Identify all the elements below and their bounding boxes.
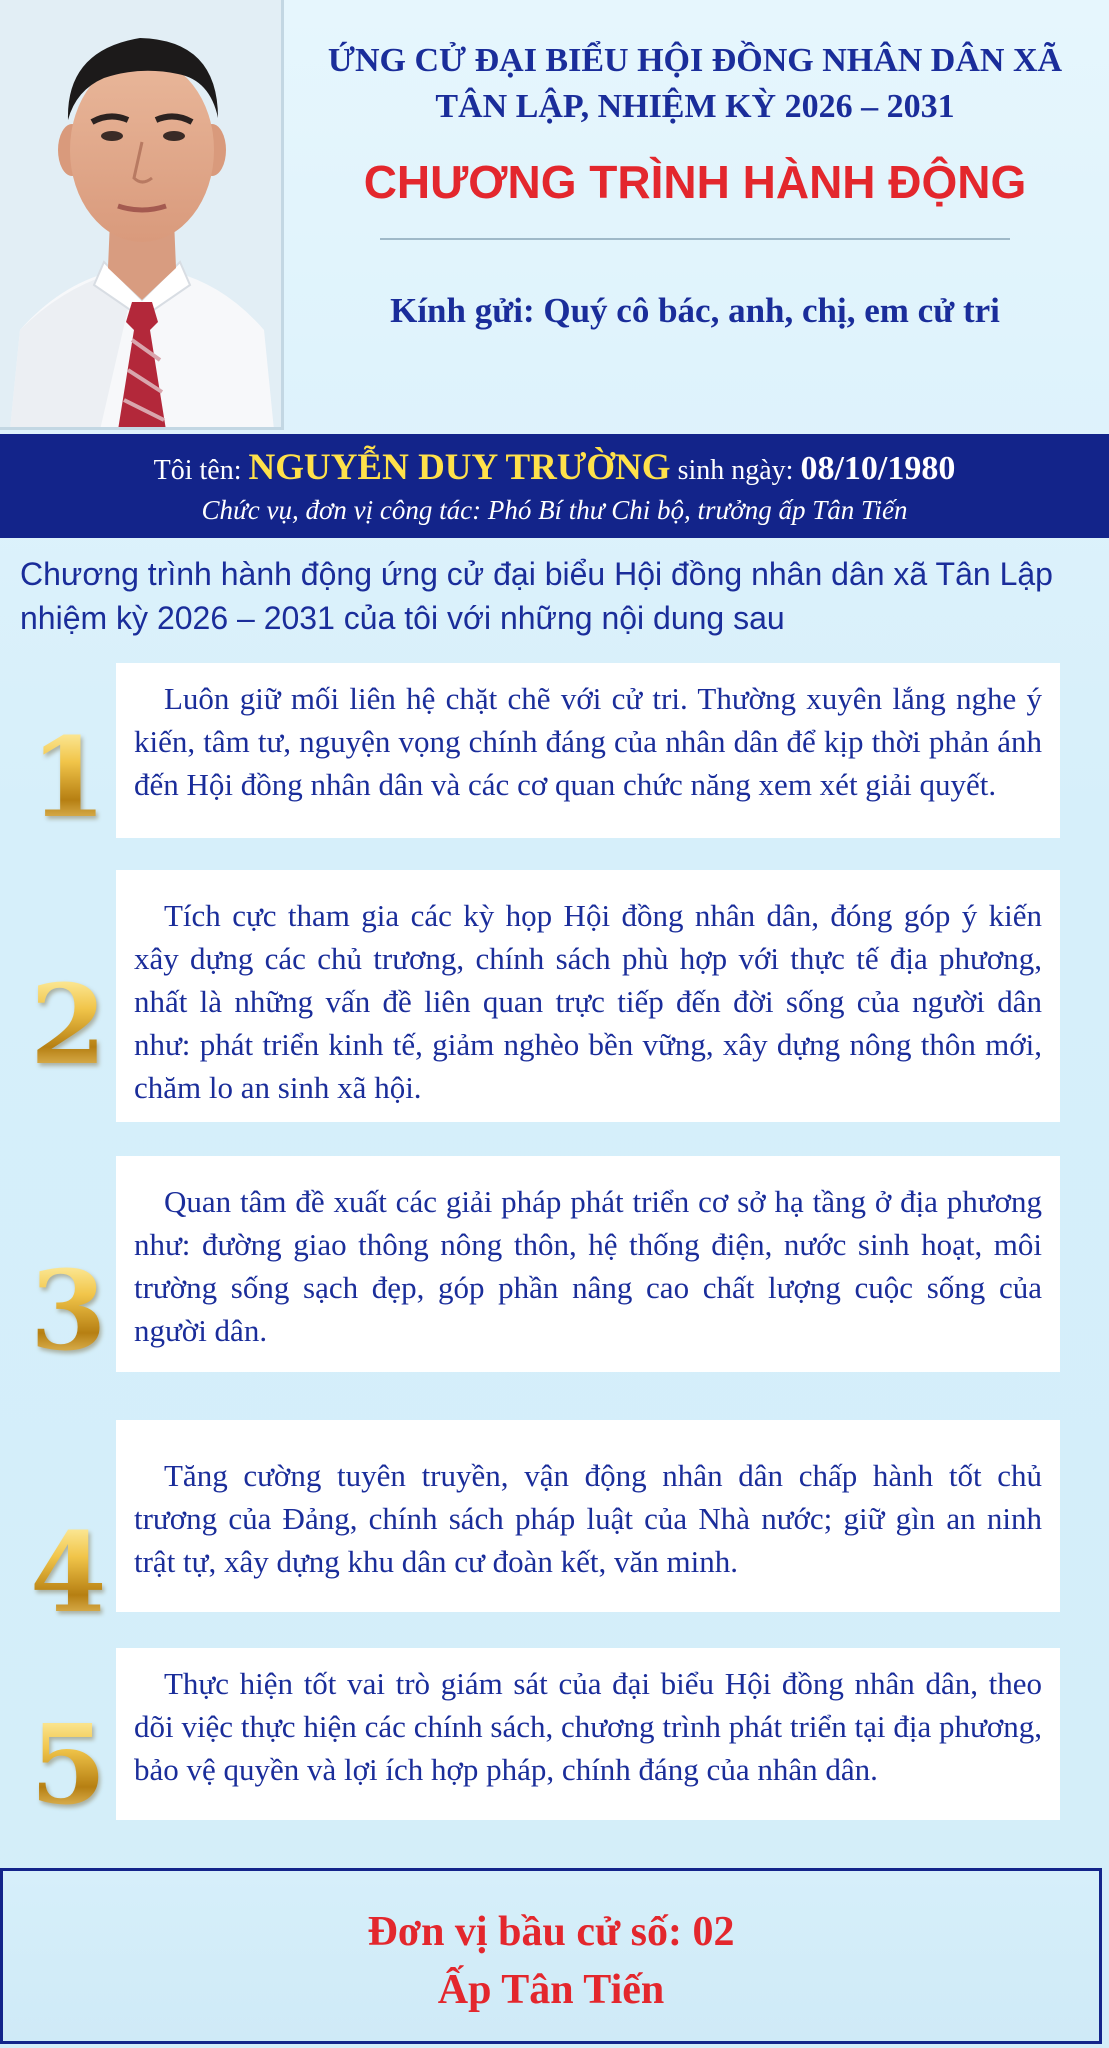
item-card [116,1420,1060,1612]
greeting: Kính gửi: Quý cô bác, anh, chị, em cử tri [390,291,1000,330]
program-title: CHƯƠNG TRÌNH HÀNH ĐỘNG [363,156,1027,208]
item-text: Tích cực tham gia các kỳ họp Hội đồng nhân dân, đóng góp ý kiến xây dựng các chủ trương, chính sách phù hợp với thực tế địa phương, nhất là những vấn đề liên quan trực tiếp đến đời sống của người dân như: phát triển kinh tế, giảm nghèo bền vững, xây dựng nông thôn mới, chăm lo an sinh xã hội. [134,898,1042,1105]
candidate-portrait [0,0,284,430]
item-text: Tăng cường tuyên truyền, vận động nhân dân chấp hành tốt chủ trương của Đảng, chính sách pháp luật của Nhà nước; giữ gìn an ninh trật tự, xây dựng khu dân cư đoàn kết, văn minh. [134,1458,1042,1579]
header-divider [380,238,1010,240]
name-prefix: Tôi tên: [153,455,242,486]
electoral-unit: Đơn vị bầu cử số: 02 [367,1909,735,1955]
candidate-name: NGUYỄN DUY TRƯỜNG [248,447,671,488]
candidate-name-row [0,446,1109,493]
item-number: 5 [30,1710,120,1820]
item-card [116,663,1060,838]
item-text: Thực hiện tốt vai trò giám sát của đại biểu Hội đồng nhân dân, theo dõi việc thực hiện các chính sách, chương trình phát triển tại địa phương, bảo vệ quyền và lợi ích hợp pháp, chính đáng của nhân dân. [134,1666,1042,1787]
election-title-line-2: TÂN LẬP, NHIỆM KỲ 2026 – 2031 [435,88,955,125]
item-text: Luôn giữ mối liên hệ chặt chẽ với cử tri. Thường xuyên lắng nghe ý kiến, tâm tư, nguyện vọng chính đáng của nhân dân để kịp thời phản ánh đến Hội đồng nhân dân và các cơ quan chức năng xem xét giải quyết. [134,681,1042,802]
item-number: 4 [30,1518,120,1628]
item-number: 3 [30,1256,120,1366]
item-card [116,1156,1060,1372]
candidate-dob: 08/10/1980 [800,450,956,487]
item-number: 1 [30,723,120,833]
intro-text: Chương trình hành động ứng cử đại biểu Hội đồng nhân dân xã Tân Lập nhiệm kỳ 2026 – 2031 của tôi với những nội dung sau [20,556,1053,636]
item-card [116,1648,1060,1820]
item-number: 2 [30,970,120,1080]
candidate-info-band [0,434,1109,538]
candidate-photo [0,0,284,430]
header [300,38,1090,334]
candidate-position: Chức vụ, đơn vị công tác: Phó Bí thư Chi bộ, trưởng ấp Tân Tiến [201,495,908,525]
election-title-line-1: ỨNG CỬ ĐẠI BIỂU HỘI ĐỒNG NHÂN DÂN XÃ [327,42,1063,79]
dob-label: sinh ngày: [677,455,794,486]
electoral-unit-box [0,1868,1102,2044]
hamlet-name: Ấp Tân Tiến [437,1967,665,2013]
item-text: Quan tâm đề xuất các giải pháp phát triển cơ sở hạ tầng ở địa phương như: đường giao thông nông thôn, hệ thống điện, nước sinh hoạt, môi trường sống sạch đẹp, góp phần nâng cao chất lượng cuộc sống của người dân. [134,1184,1042,1348]
item-card [116,870,1060,1122]
